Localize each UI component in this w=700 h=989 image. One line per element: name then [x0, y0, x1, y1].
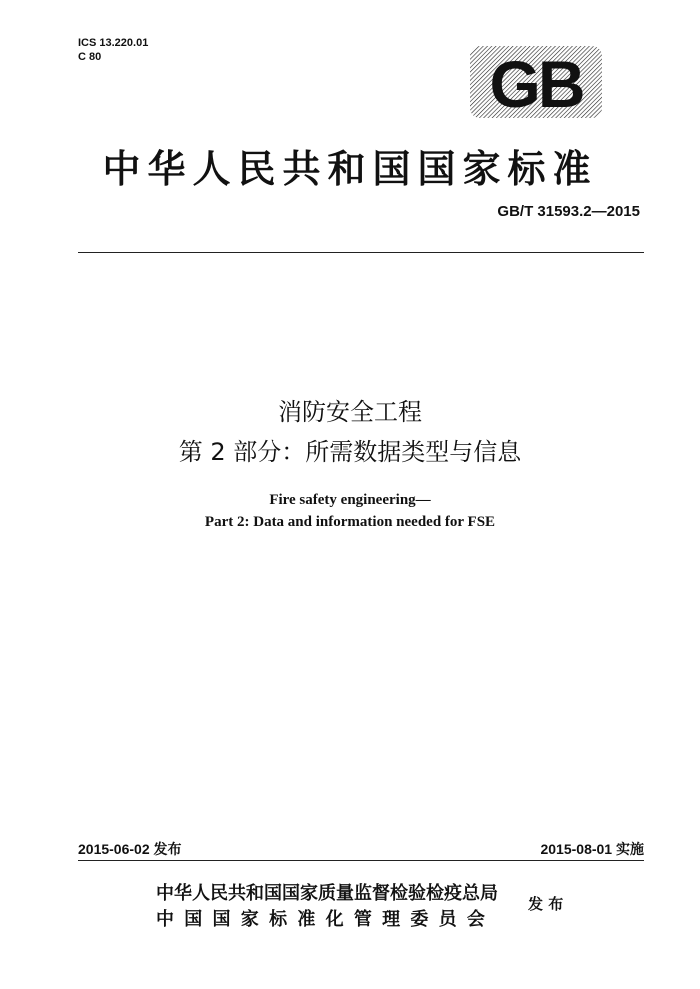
- publish-label: 发 布: [528, 895, 564, 913]
- implementation-date: 2015-08-01 实施: [540, 841, 644, 857]
- title-en-line1: Fire safety engineering—: [269, 492, 431, 508]
- title-zh-line2: 第 2 部分：所需数据类型与信息: [178, 438, 522, 466]
- classification-codes: [78, 36, 148, 64]
- issuer-line1: 中华人民共和国国家质量监督检验检疫总局: [156, 883, 498, 904]
- standard-number: GB/T 31593.2—2015: [497, 203, 640, 220]
- issuer-line2: 中 国 国 家 标 准 化 管 理 委 员 会: [156, 909, 487, 930]
- footer-divider: [78, 860, 644, 861]
- gb-logo: [468, 44, 604, 120]
- header-divider: [78, 252, 644, 253]
- title-en-line2: Part 2: Data and information needed for FSE: [204, 514, 496, 530]
- svg-text:GB: GB: [489, 47, 583, 120]
- national-standard-title: 中华人民共和国国家标准: [102, 146, 598, 191]
- ics-code: ICS 13.220.01: [78, 37, 149, 49]
- title-zh-line1: 消防安全工程: [278, 398, 422, 426]
- ccs-code: C 80: [78, 51, 102, 63]
- issue-date: 2015-06-02 发布: [78, 841, 182, 857]
